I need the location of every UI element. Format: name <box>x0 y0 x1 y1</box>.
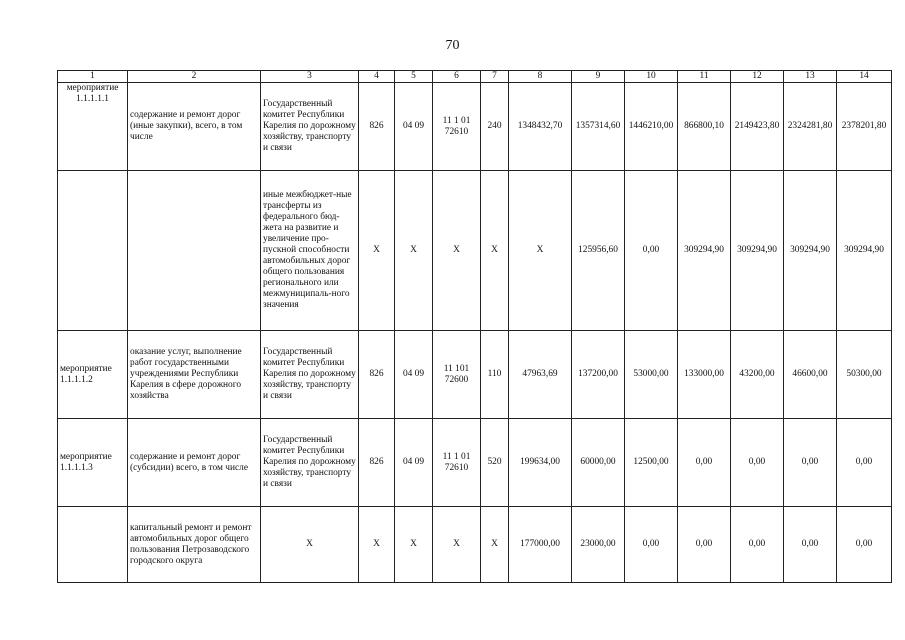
cell-value: 53000,00 <box>625 331 678 419</box>
activity-description <box>128 171 261 331</box>
cell-target-article: X <box>433 171 481 331</box>
cell-value: 1357314,60 <box>572 83 625 171</box>
responsible-executor: Государственный комитет Республики Карелия по дорожному хозяйству, транспорту и связи <box>261 331 359 419</box>
column-header: 8 <box>509 71 572 83</box>
activity-code: мероприятие 1.1.1.1.3 <box>58 419 128 507</box>
column-header: 6 <box>433 71 481 83</box>
cell-grbs: X <box>359 171 395 331</box>
cell-section: 04 09 <box>395 83 433 171</box>
activity-code <box>58 507 128 583</box>
column-header: 10 <box>625 71 678 83</box>
cell-section: X <box>395 507 433 583</box>
cell-target-article: 11 1 01 72610 <box>433 419 481 507</box>
cell-value: 50300,00 <box>837 331 892 419</box>
column-header: 4 <box>359 71 395 83</box>
cell-value: 866800,10 <box>678 83 731 171</box>
budget-table <box>57 70 892 583</box>
column-header: 14 <box>837 71 892 83</box>
column-header: 2 <box>128 71 261 83</box>
column-header: 1 <box>58 71 128 83</box>
column-header: 5 <box>395 71 433 83</box>
cell-value: 199634,00 <box>509 419 572 507</box>
cell-value: 1446210,00 <box>625 83 678 171</box>
cell-value: 133000,00 <box>678 331 731 419</box>
cell-value: 309294,90 <box>784 171 837 331</box>
cell-value: 0,00 <box>784 507 837 583</box>
column-header: 7 <box>481 71 509 83</box>
cell-target-article: X <box>433 507 481 583</box>
column-header: 11 <box>678 71 731 83</box>
cell-value: 43200,00 <box>731 331 784 419</box>
column-header: 12 <box>731 71 784 83</box>
cell-grbs: X <box>359 507 395 583</box>
page-number: 70 <box>445 38 460 53</box>
cell-section: 04 09 <box>395 419 433 507</box>
table-row <box>58 331 892 419</box>
cell-value: 177000,00 <box>509 507 572 583</box>
cell-expense-type: 240 <box>481 83 509 171</box>
cell-grbs: 826 <box>359 83 395 171</box>
cell-value: 46600,00 <box>784 331 837 419</box>
activity-description: оказание услуг, выполнение работ государственными учреждениями Республики Карелия в сфере дорожного хозяйства <box>128 331 261 419</box>
cell-value: 137200,00 <box>572 331 625 419</box>
cell-expense-type: 110 <box>481 331 509 419</box>
cell-value: 0,00 <box>837 507 892 583</box>
cell-value: 0,00 <box>731 507 784 583</box>
column-header: 13 <box>784 71 837 83</box>
cell-value: 12500,00 <box>625 419 678 507</box>
cell-value: 0,00 <box>678 507 731 583</box>
cell-value: 0,00 <box>625 507 678 583</box>
cell-value: 309294,90 <box>678 171 731 331</box>
activity-description: капитальный ремонт и ремонт автомобильных дорог общего пользования Петрозаводского городского округа <box>128 507 261 583</box>
activity-code <box>58 171 128 331</box>
cell-value: 2149423,80 <box>731 83 784 171</box>
cell-expense-type: 520 <box>481 419 509 507</box>
responsible-executor: Государственный комитет Республики Карелия по дорожному хозяйству, транспорту и связи <box>261 83 359 171</box>
column-header: 3 <box>261 71 359 83</box>
cell-value: 23000,00 <box>572 507 625 583</box>
activity-description: содержание и ремонт дорог (иные закупки), всего, в том числе <box>128 83 261 171</box>
activity-description: содержание и ремонт дорог (субсидии) всего, в том числе <box>128 419 261 507</box>
activity-code: мероприятие 1.1.1.1.2 <box>58 331 128 419</box>
cell-grbs: 826 <box>359 419 395 507</box>
cell-value: X <box>509 171 572 331</box>
responsible-executor: иные межбюджет-ные трансферты из федерального бюд-жета на развитие и увеличение про-пускной способности автомобильных дорог общего пользования регионального или межмуниципаль-ного значения <box>261 171 359 331</box>
cell-value: 0,00 <box>837 419 892 507</box>
cell-value: 0,00 <box>784 419 837 507</box>
cell-value: 0,00 <box>625 171 678 331</box>
header-row <box>58 71 892 83</box>
cell-expense-type: X <box>481 507 509 583</box>
cell-value: 0,00 <box>678 419 731 507</box>
cell-value: 2378201,80 <box>837 83 892 171</box>
responsible-executor: X <box>261 507 359 583</box>
cell-expense-type: X <box>481 171 509 331</box>
cell-value: 125956,60 <box>572 171 625 331</box>
table-row <box>58 171 892 331</box>
cell-value: 2324281,80 <box>784 83 837 171</box>
column-header: 9 <box>572 71 625 83</box>
cell-target-article: 11 1 01 72610 <box>433 83 481 171</box>
cell-target-article: 11 101 72600 <box>433 331 481 419</box>
cell-grbs: 826 <box>359 331 395 419</box>
cell-section: X <box>395 171 433 331</box>
cell-value: 309294,90 <box>731 171 784 331</box>
cell-value: 47963,69 <box>509 331 572 419</box>
cell-value: 1348432,70 <box>509 83 572 171</box>
cell-value: 309294,90 <box>837 171 892 331</box>
table-row <box>58 419 892 507</box>
cell-section: 04 09 <box>395 331 433 419</box>
cell-value: 60000,00 <box>572 419 625 507</box>
cell-value: 0,00 <box>731 419 784 507</box>
responsible-executor: Государственный комитет Республики Карелия по дорожному хозяйству, транспорту и связи <box>261 419 359 507</box>
table-row <box>58 507 892 583</box>
activity-code: мероприятие 1.1.1.1.1 <box>58 83 128 171</box>
table-row <box>58 83 892 171</box>
